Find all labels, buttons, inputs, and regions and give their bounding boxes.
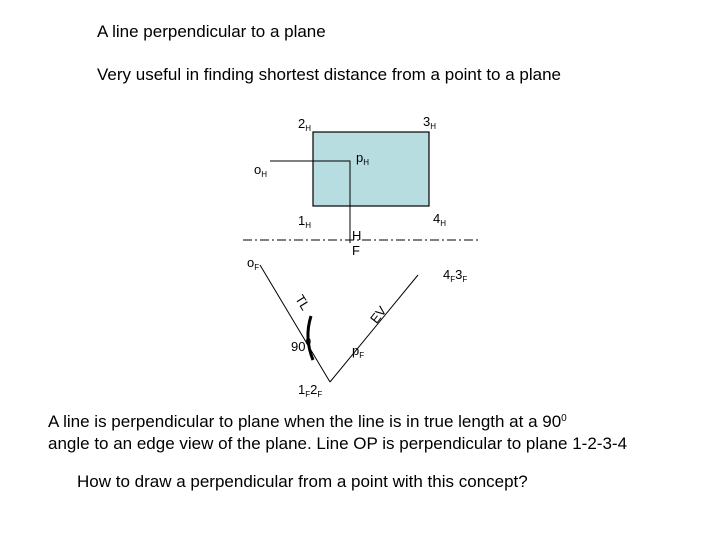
label-1h: $1_H$	[298, 213, 312, 230]
label-pf: $p_F$	[352, 343, 365, 360]
label-3h: $3_H$	[423, 114, 437, 131]
label-2h: $2_H$	[298, 116, 312, 133]
explanation-paragraph: A line is perpendicular to plane when the line is in true length at a $90^0$ angle to an edge view of the plane. Line OP is perpendicular to plane 1-2-3-4	[48, 412, 628, 453]
label-edge-view: EV	[367, 303, 390, 327]
label-4f3f: $4_F3_F$	[443, 267, 468, 284]
label-oh: $o_H$	[254, 162, 268, 179]
label-fold-h: H	[352, 228, 362, 243]
label-angle-90: $90^0$	[291, 337, 312, 354]
question-text: How to draw a perpendicular from a point with this concept?	[77, 472, 528, 491]
label-fold-f: F	[352, 243, 360, 258]
label-of: $o_F$	[247, 255, 260, 272]
plane-edge-view	[330, 275, 418, 382]
line-op-true-length	[260, 265, 330, 382]
slide-subtitle: Very useful in finding shortest distance from a point to a plane	[97, 65, 561, 84]
label-1f2f: $1_F2_F$	[298, 382, 323, 399]
label-ph: $p_H$	[356, 150, 370, 167]
label-4h: $4_H$	[433, 211, 447, 228]
plane-horizontal-view	[313, 132, 429, 206]
label-true-length: TL	[292, 292, 314, 313]
slide-title: A line perpendicular to a plane	[97, 22, 326, 41]
